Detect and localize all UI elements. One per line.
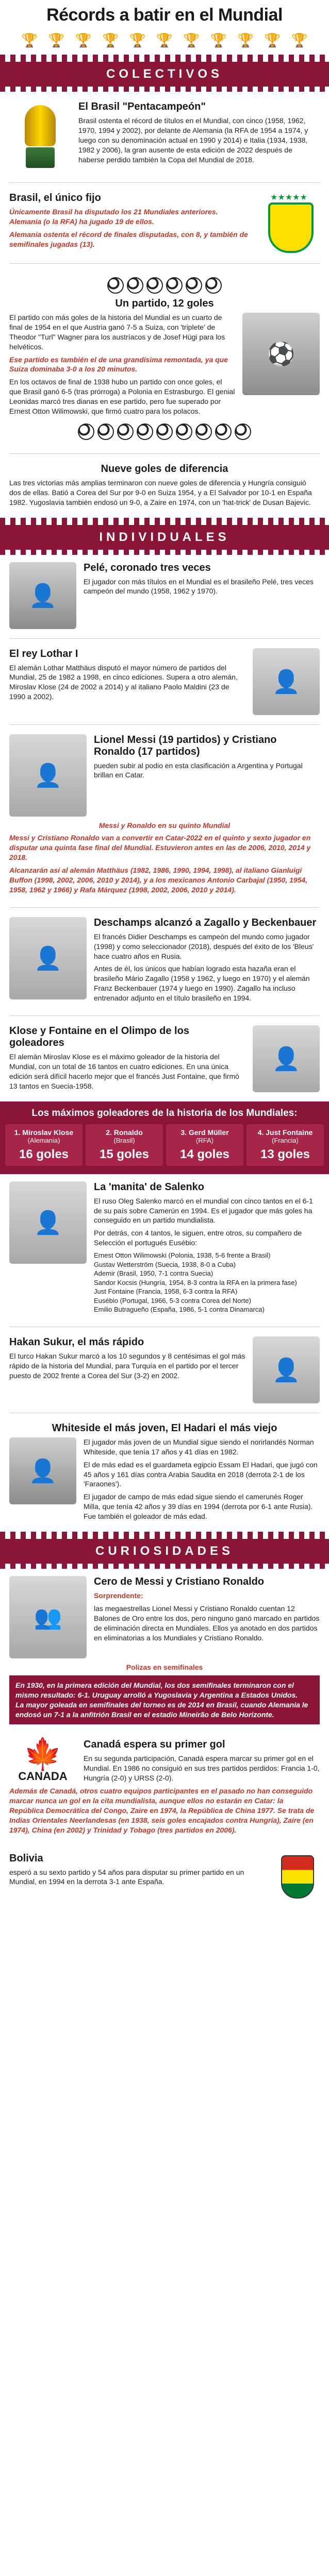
record-sukur (0, 1329, 329, 1411)
curiosity-cero (0, 1569, 329, 1732)
world-cup-trophy-icon (9, 101, 71, 173)
record-text: Antes de él, los únicos que habían logrado esta hazaña eran el brasileño Mário Zagallo (1958 y 1962, y luego en 1970) y el alemán Franz Beckenbauer (1974 y luego en 1990). Zagallo ha incluso entrenador adjunto en el título brasileño en 1994. (94, 964, 310, 1003)
highlight-text: Alcanzarán así al alemán Matthäus (1982, 1986, 1990, 1994, 1998), al italiano Gianluigi Buffon (1998, 2002, 2006, 2010 y 2014), y a los mexicanos Antonio Carbajal (1950, 1954, 1958, 1962 y 1966) y Rafa Márquez (1998, 2002, 2006, 2010 y 2014). (9, 866, 308, 894)
trophy-icon: 🏆 (291, 32, 308, 48)
football-icon (78, 423, 94, 440)
record-heading: Bolivia (9, 1852, 43, 1864)
highlight-text: Alemania ostenta el récord de finales disputadas, con 8, y también de semifinales jugadas (13). (9, 230, 248, 248)
football-icon (205, 277, 222, 294)
ball-row (9, 419, 320, 444)
record-heading: La 'manita' de Salenko (94, 1181, 205, 1193)
football-icon (195, 423, 212, 440)
football-icon (186, 277, 202, 294)
scorer-country: (Alemania) (27, 1136, 60, 1144)
divider-stripe (0, 518, 329, 525)
trophy-icon: 🏆 (75, 32, 92, 48)
football-icon (107, 277, 124, 294)
whiteside-photo: 👤 (9, 1437, 76, 1504)
top-scorers-panel (0, 1101, 329, 1174)
bolivia-badge-icon (273, 1853, 320, 1899)
divider (9, 907, 320, 908)
record-text: las megaestrellas Lionel Messi y Cristiano Ronaldo cuentan 12 Balones de Oro entre los dos, pero ninguno ganó marcado en partidos de eliminación directa en Mundiales. Ellos ya anotado en dos partidos en eliminatorias a los Mundiales y Cristiano Ronaldo. (94, 1604, 320, 1642)
scorer-country: (Francia) (271, 1136, 299, 1144)
scorer-name: 3. Gerd Müller (180, 1128, 229, 1137)
canada-logo (9, 1739, 76, 1783)
scorer-goals: 15 goles (99, 1147, 150, 1161)
football-icon (97, 423, 114, 440)
record-lothar (0, 641, 329, 722)
record-nueve-goles (0, 456, 329, 518)
football-icon (156, 423, 173, 440)
record-text: El partido con más goles de la historia del Mundial es un cuarto de final de 1954 en el que Austria ganó 7-5 a Suiza, con 'triplete' de Theodor "Turl" Wagner para los austríacos y de Josef Hügi para los helvéticos. (9, 313, 225, 351)
divider-stripe (0, 1532, 329, 1539)
scorer-item (86, 1124, 163, 1166)
record-pentacampeon (0, 92, 329, 180)
record-text: El jugador de campo de más edad sigue siendo el camerunés Roger Milla, que tenía 42 años y 39 días en 1994 (derrota por 6-1 ante Rusia). Fue también el goleador de más edad. (84, 1493, 313, 1521)
record-text: esperó a su sexto partido y 54 años para disputar su primer partido en un Mundial, en 1994 en la derrota 3-1 ante España. (9, 1868, 244, 1886)
record-klose (0, 1018, 329, 1101)
record-heading: Klose y Fontaine en el Olimpo de los goleadores (9, 1025, 189, 1049)
divider-stripe (0, 87, 329, 92)
record-subheading: Sorprendente: (94, 1591, 143, 1600)
scorer-item (5, 1124, 83, 1166)
scorer-item (246, 1124, 324, 1166)
page-title: Récords a batir en el Mundial (46, 5, 283, 25)
football-icon (117, 423, 134, 440)
trophy-row (0, 27, 329, 55)
highlight-text: Messi y Ronaldo en su quinto Mundial (98, 821, 231, 829)
scorer-goals: 13 goles (260, 1147, 310, 1161)
trophy-icon: 🏆 (102, 32, 119, 48)
record-text: Las tres victorias más amplias terminaron con nueve goles de diferencia y Hungría consiguió dos de ellas. Batió a Corea del Sur por 9-0 en Suiza 1954, y a El Salvador por 10-1 en España 1982. Yugoslavia también endosó un 9-0, a Zaire en 1974, con un 'hat-trick' de Dusan Bajevic. (9, 478, 312, 506)
divider-stripe (0, 55, 329, 62)
box-title: Polizas en semifinales (126, 1663, 203, 1672)
highlight-text: Ese partido es también el de una grandísima remontada, ya que Suiza dominaba 3-0 a los 20 minutos. (9, 355, 228, 374)
header (0, 0, 329, 27)
record-heading: Un partido, 12 goles (115, 298, 214, 309)
record-brasil-fijo (0, 185, 329, 261)
record-list: Ernest Otton Wilimowski (Polonia, 1938, 5-6 frente a Brasil) Gustav Wetterström (Suecia, 1938, 8-0 a Cuba) Ademir (Brasil, 1950, 7-1 contra Suecia) Sandor Kocsis (Hungría, 1954, 8-3 contra la RFA en la primera fase) Just Fontaine (Francia, 1958, 6-3 contra la RFA) Eusébio (Portugal, 1966, 5-3 contra Corea del Norte) Emilio Butragueño (España, 1986, 5-1 contra Dinamarca) (94, 1251, 297, 1314)
record-text: El jugador más joven de un Mundial sigue siendo el norirlandés Norman Whiteside, que tenía 17 años y 41 días en 1982. (84, 1437, 314, 1456)
scorer-goals: 16 goles (19, 1147, 69, 1161)
record-heading: El rey Lothar I (9, 648, 78, 659)
sukur-photo: 👤 (253, 1336, 320, 1403)
record-12-goles (0, 266, 329, 451)
scorer-name: 4. Just Fontaine (257, 1128, 313, 1137)
divider-stripe (0, 1564, 329, 1569)
highlight-text: Además de Canadá, otros cuatro equipos participantes en el pasado no han conseguido marcar nunca un gol en la cita mundialista, aunque ellos no estarán en Catar: la República Democrática del Congo, Zaire en 1974, la República de China 1977. Se trata de Indias Orientales Neerlandesas (en 1938, seis goles encajados contra Hungría), Zaire (en 1974), China (en 2002) y Trinidad y Tobago (tres partidos en 2006). (9, 1787, 315, 1834)
record-text: El turco Hakan Sukur marcó a los 10 segundos y 8 centésimas el gol más rápido de la historia del Mundial, para Turquía en el partido por el tercer puesto de 2002 frente a Corea del Sur (3-2) en 2002. (9, 1351, 245, 1380)
trophy-icon: 🏆 (48, 32, 65, 48)
messi-ronaldo-photo: 👥 (9, 1576, 87, 1658)
record-heading: Whiteside el más joven, El Hadari el más viejo (52, 1422, 277, 1434)
divider (9, 453, 320, 454)
record-pele (0, 555, 329, 636)
record-text: pueden subir al podio en esta clasificación a Argentina y Portugal brillan en Catar. (94, 761, 303, 779)
match-photo: ⚽ (242, 313, 320, 395)
record-heading: Cero de Messi y Cristiano Ronaldo (94, 1576, 265, 1588)
record-text: El alemán Lothar Matthäus disputó el mayor número de partidos del Mundial, 25 de 1982 a 1998, en cinco ediciones. Supera a otro alemán, Miroslav Klose (24 de 2002 a 2014) y al italiano Paolo Maldini (23 de 1990 a 2002). (9, 663, 238, 701)
curiosity-bolivia (0, 1845, 329, 1906)
record-text: El de más edad es el guardameta egipcio Essam El Hadari, que jugó con 45 años y 161 días contra Arabia Saudita en 2018 (derrota 2-1 de los 'Faraones'). (84, 1460, 318, 1488)
divider-stripe (0, 550, 329, 555)
scorer-country: (RFA) (196, 1136, 213, 1144)
record-text: En su segunda participación, Canadá espera marcar su primer gol en el Mundial. En 1986 no consiguió en sus tres partidos perdidos: Francia 1-0, Hungría (2-0) y URSS (2-0). (84, 1754, 320, 1783)
football-icon (146, 277, 163, 294)
messi-photo: 👤 (9, 734, 87, 817)
football-icon (137, 423, 153, 440)
record-text: El ruso Oleg Salenko marcó en el mundial con cinco tantos en el 6-1 de su país sobre Camerún en 1994. Es el jugador que más goles ha conseguido en un partido mundialista. (94, 1196, 313, 1225)
scorer-item (166, 1124, 243, 1166)
salenko-photo: 👤 (9, 1181, 87, 1264)
record-text: Por detrás, con 4 tantos, le siguen, entre otros, su compañero de Selección el portugués Eusébio: (94, 1229, 302, 1247)
record-heading: Brasil, el único fijo (9, 192, 101, 204)
record-text: En los octavos de final de 1938 hubo un partido con once goles, el que Brasil ganó 6-5 (tras prórroga) a Polonia en Estrasburgo. El genial Leonidas marcó tres dianas en ese partido, pero fue superado por Ernest Otton Wilimowski, que firmó cuatro para los polacos. (9, 378, 235, 416)
trophy-icon: 🏆 (129, 32, 146, 48)
divider (9, 182, 320, 183)
record-heading: Lionel Messi (19 partidos) y Cristiano Ronaldo (17 partidos) (94, 734, 277, 757)
scorer-name: 1. Miroslav Klose (14, 1128, 74, 1137)
maple-leaf-icon: 🍁 (23, 1737, 62, 1772)
record-messi-ronaldo (0, 727, 329, 905)
deschamps-photo: 👤 (9, 917, 87, 999)
record-heading: Deschamps alcanzó a Zagallo y Beckenbauer (94, 917, 317, 928)
record-text: Brasil ostenta el récord de títulos en el Mundial, con cinco (1958, 1962, 1970, 1994 y 2002), por delante de Alemania (la RFA de 1954 a 1974, y luego con su denominación actual en 1990 y 2014) e Italia (1934, 1938, 1982 y 2006), la gran ausente de esta edición de 2022 después de haberse perdido también la Copa del Mundial de 2018. (78, 116, 308, 164)
record-salenko (0, 1174, 329, 1325)
trophy-icon: 🏆 (183, 32, 200, 48)
football-icon (235, 423, 251, 440)
trophy-icon: 🏆 (156, 32, 173, 48)
divider (9, 724, 320, 725)
top-scorers-heading: Los máximos goleadores de la historia de los Mundiales: (31, 1107, 298, 1118)
trophy-icon: 🏆 (237, 32, 254, 48)
highlight-box: En 1930, en la primera edición del Mundial, los dos semifinales terminaron con el mismo resultado: 6-1. Uruguay arrolló a Yugoslavia y Argentina a Estados Unidos. La mayor goleada en semifinales del torneo es de 2014 en Brasil, cuando Alemania le endosó un 7-1 a la anfitrión Brasil en el estadio Mineirão de Belo Horizonte. (9, 1675, 320, 1725)
section-title-curiosities: CURIOSIDADES (0, 1539, 329, 1564)
record-heading: Hakan Sukur, el más rápido (9, 1336, 144, 1348)
scorer-goals: 14 goles (179, 1147, 230, 1161)
brazil-badge-icon: ★★★★★ (258, 192, 320, 254)
ball-row (9, 273, 320, 298)
divider (9, 263, 320, 264)
record-whiteside (0, 1415, 329, 1532)
record-heading: El Brasil "Pentacampeón" (78, 101, 206, 112)
football-icon (127, 277, 143, 294)
scorer-country: (Brasil) (113, 1136, 135, 1144)
pele-photo: 👤 (9, 562, 76, 629)
record-deschamps (0, 910, 329, 1013)
highlight-text: Únicamente Brasil ha disputado los 21 Mundiales anteriores. Alemania (o la RFA) ha jugado 19 de ellos. (9, 208, 218, 226)
record-text: El jugador con más títulos en el Mundial es el brasileño Pelé, tres veces campeón del mundo (1958, 1962 y 1970). (84, 577, 314, 596)
record-text: El francés Didier Deschamps es campeón del mundo como jugador (1998) y como seleccionador (2018), después del éxito de los 'Bleus' hace cuatro años en Rusia. (94, 932, 314, 960)
record-text: El alemán Miroslav Klose es el máximo goleador de la historia del Mundial, con un total de 16 tantos en cuatro ediciones. En una única edición será difícil hacerlo mejor que el francés Just Fontaine, que firmó 13 tantos en Suecia-1958. (9, 1053, 239, 1090)
divider (9, 638, 320, 639)
trophy-icon: 🏆 (264, 32, 281, 48)
divider (9, 1015, 320, 1016)
football-icon (215, 423, 232, 440)
highlight-text: Messi y Cristiano Ronaldo van a convertir en Catar-2022 en el quinto y sexto jugador en disputar una quinta fase final del Mundial. Estuvieron antes en las de 2006, 2010, 2014 y 2018. (9, 834, 311, 862)
curiosity-canada (0, 1732, 329, 1845)
canada-label: CANADA (18, 1770, 68, 1783)
section-title-individual: INDIVIDUALES (0, 525, 329, 550)
record-heading: Pelé, coronado tres veces (84, 562, 211, 573)
section-title-collective: COLECTIVOS (0, 62, 329, 87)
trophy-icon: 🏆 (210, 32, 227, 48)
matthaus-photo: 👤 (253, 648, 320, 715)
record-heading: Nueve goles de diferencia (101, 463, 228, 474)
record-heading: Canadá espera su primer gol (84, 1739, 225, 1751)
football-icon (176, 423, 192, 440)
trophy-icon: 🏆 (21, 32, 38, 48)
football-icon (166, 277, 183, 294)
klose-photo: 👤 (253, 1025, 320, 1092)
scorer-name: 2. Ronaldo (106, 1128, 143, 1137)
